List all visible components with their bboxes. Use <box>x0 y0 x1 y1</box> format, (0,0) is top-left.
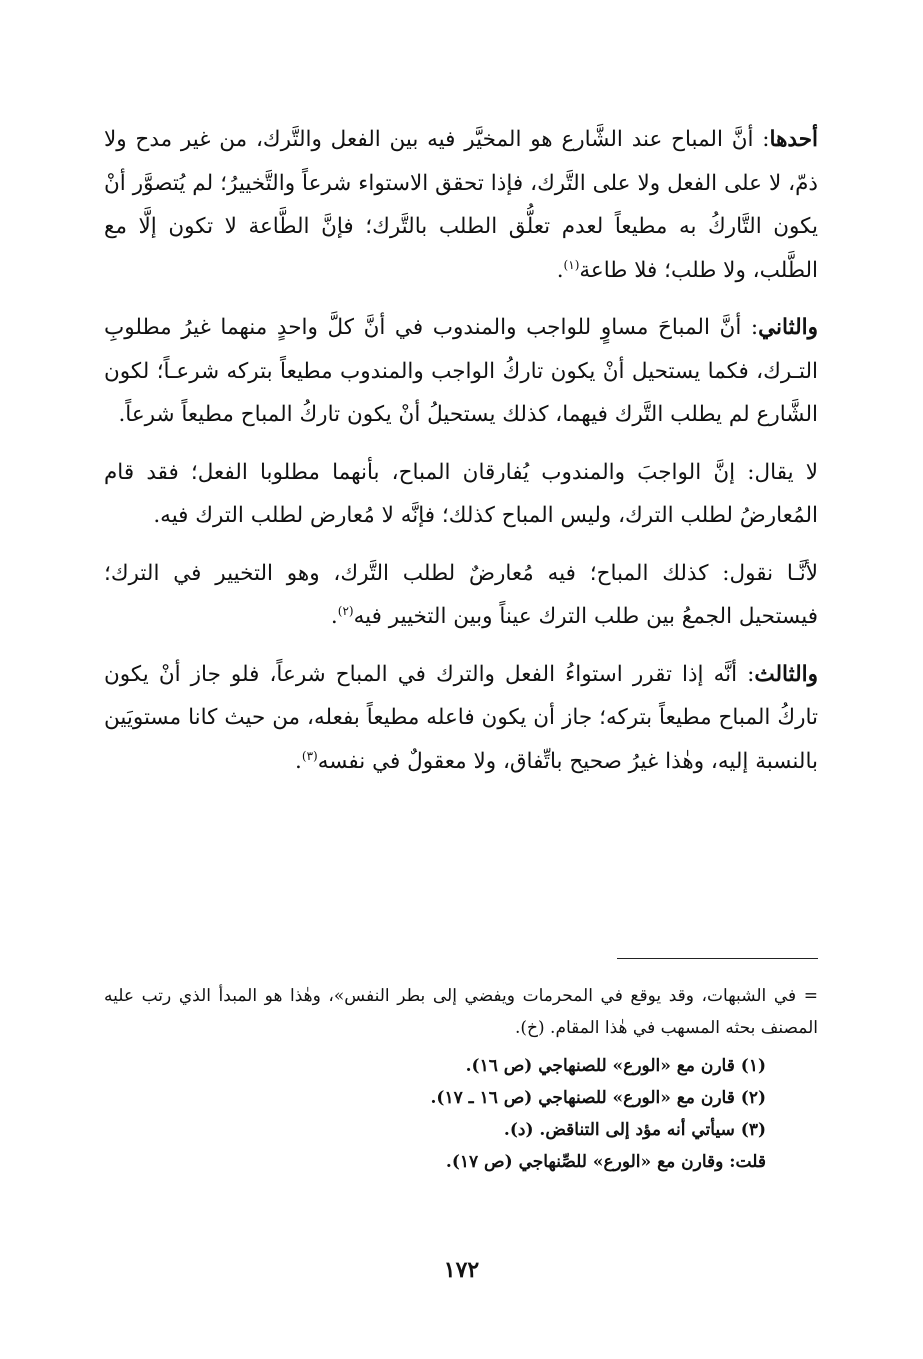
footnotes <box>104 980 818 1178</box>
page-number: ١٧٢ <box>443 1257 480 1283</box>
paragraph-text: : أنَّ المباح عند الشَّارع هو المخيَّر فيه بين الفعل والتَّرك، من غير مدح ولا ذمّ، لا على الفعل ولا على التَّرك، فإذا تحقق الاستواء شرعاً والتَّخييرُ؛ لم يُتصوَّر أنْ يكون التَّاركُ به مطيعاً لعدم تعلُّق الطلب بالتَّرك؛ فإنَّ الطَّاعة لا تكون إلَّا مع الطَّلب، ولا طلب؛ فلا طاعة <box>104 127 818 283</box>
footnote-1 <box>104 1050 766 1082</box>
paragraph-4 <box>104 552 818 639</box>
continuation-text: في الشبهات، وقد يوقع في المحرمات ويفضي إلى بطر النفس»، وهٰذا هو المبدأ الذي رتب عليه المصنف بحثه المسهب في هٰذا المقام. (خ). <box>104 986 818 1038</box>
paragraph-lead: والثاني <box>758 315 818 340</box>
footnote-number: (٢) <box>740 1088 766 1108</box>
footnote-ref: (١) <box>563 257 580 272</box>
footnote-ref: (٣) <box>301 748 318 763</box>
paragraph-lead: أحدها <box>769 127 818 152</box>
paragraph-3 <box>104 451 818 538</box>
footnote-continuation <box>104 980 818 1044</box>
paragraph-text: : أنَّه إذا تقرر استواءُ الفعل والترك في المباح شرعاً، فلو جاز أنْ يكون تاركُ المباح مطيعاً بتركه؛ جاز أن يكون فاعله مطيعاً بفعله، من حيث كانا مستويَين بالنسبة إليه، وهٰذا غيرُ صحيح باتِّفاق، ولا معقولٌ في نفسه <box>104 661 818 774</box>
paragraph-end: . <box>330 604 338 629</box>
footnote-separator <box>617 958 818 959</box>
paragraph-text: : أنَّ المباحَ مساوٍ للواجب والمندوب في أنَّ كلَّ واحدٍ منهما غيرُ مطلوبِ التـرك، فكما يستحيل أنْ يكون تاركُ الواجب والمندوب مطيعاً بتركه شرعـاً؛ لكون الشَّارع لم يطلب التَّرك فيهما، كذلك يستحيلُ أنْ يكون تاركُ المباح مطيعاً شرعاً. <box>104 315 818 427</box>
footnote-number: (١) <box>740 1056 766 1076</box>
paragraph-text: لأنَّـا نقول: كذلك المباح؛ فيه مُعارضٌ لطلب التَّرك، وهو التخيير في الترك؛ فيستحيل الجمعُ بين طلب الترك عيناً وبين التخيير فيه <box>104 560 818 629</box>
footnote-ref: (٢) <box>337 603 354 618</box>
footnote-list <box>104 1050 818 1178</box>
main-text <box>104 118 818 797</box>
paragraph-end: . <box>295 748 302 774</box>
footnote-2 <box>104 1082 766 1114</box>
continuation-mark: = <box>803 986 818 1006</box>
paragraph-text: لا يقال: إنَّ الواجبَ والمندوب يُفارقان المباح، بأنهما مطلوبا الفعل؛ فقد قام المُعارضُ لطلب الترك، وليس المباح كذلك؛ فإنَّه لا مُعارض لطلب الترك فيه. <box>104 459 818 528</box>
footnote-4 <box>104 1146 766 1178</box>
footnote-text: قارن مع «الورع» للصنهاجي (ص ١٦ ـ ١٧). <box>430 1088 735 1108</box>
footnote-text: سيأتي أنه مؤد إلى التناقض. (د). <box>503 1120 735 1140</box>
paragraph-2 <box>104 306 818 437</box>
paragraph-1 <box>104 118 818 292</box>
footnote-text: قارن مع «الورع» للصنهاجي (ص ١٦). <box>465 1056 735 1076</box>
footnote-3 <box>104 1114 766 1146</box>
paragraph-5 <box>104 653 818 784</box>
footnote-number: (٣) <box>740 1120 766 1140</box>
paragraph-end: . <box>556 257 564 283</box>
paragraph-lead: والثالث <box>754 661 818 687</box>
footnote-text: قلت: وقارن مع «الورع» للصِّنهاجي (ص ١٧). <box>445 1152 766 1172</box>
